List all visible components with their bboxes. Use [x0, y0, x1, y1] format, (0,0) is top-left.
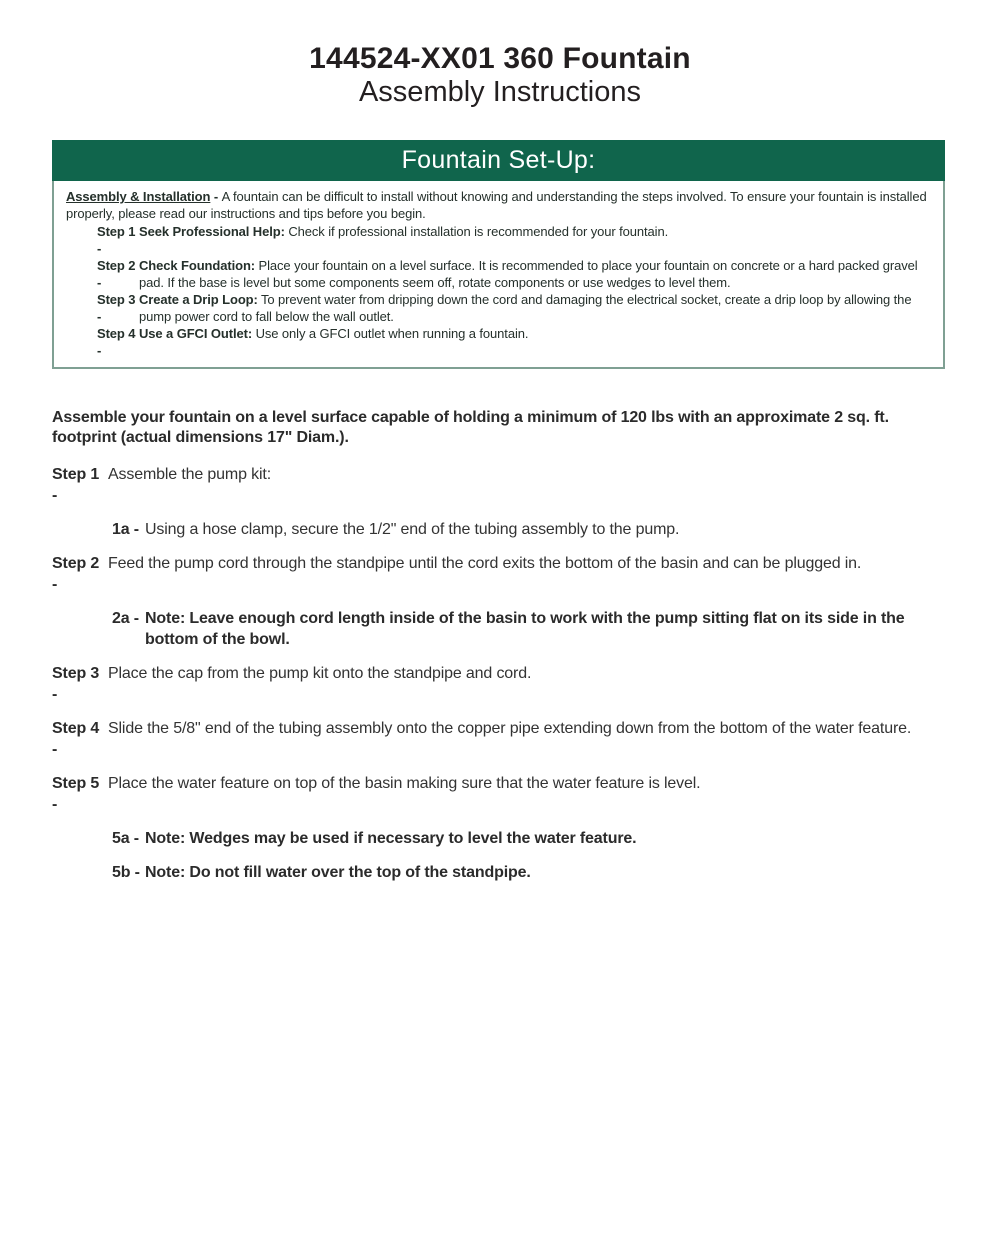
- setup-intro: [66, 188, 933, 222]
- page-subtitle: Assembly Instructions: [358, 76, 642, 108]
- assembly-step-2-label: Step 2 -: [52, 555, 100, 593]
- assembly-step-3: [52, 663, 950, 705]
- assembly-step-5: [52, 773, 950, 815]
- setup-step-3: [97, 291, 933, 325]
- setup-step-1-text: [139, 223, 933, 257]
- setup-box: [52, 181, 945, 369]
- assembly-step-1-text: Assemble the pump kit:: [108, 466, 271, 483]
- assembly-intro-line-2: footprint (actual dimensions 17" Diam.).: [52, 428, 349, 446]
- setup-intro-lead: Assembly & Installation: [66, 189, 211, 204]
- setup-step-1: [97, 223, 933, 257]
- setup-step-1-title: Seek Professional Help:: [139, 224, 285, 239]
- setup-intro-text: A fountain can be difficult to install without knowing and understanding the steps involved. To ensure your fountain is installed properly, please read our instructions and tips before you begin.: [66, 189, 927, 221]
- assembly-step-5b-label: 5b -: [112, 864, 140, 881]
- assembly-step-4-text: Slide the 5/8" end of the tubing assembly onto the copper pipe extending down from the bottom of the water feature.: [108, 720, 912, 737]
- setup-step-4-body: Use only a GFCI outlet when running a fountain.: [255, 326, 529, 341]
- assembly-body: [52, 408, 950, 883]
- setup-step-1-body: Check if professional installation is recommended for your fountain.: [288, 224, 669, 239]
- assembly-intro-line-1: Assemble your fountain on a level surface capable of holding a minimum of 120 lbs with an approximate 2 sq. ft.: [52, 409, 889, 426]
- assembly-step-5b: [112, 862, 950, 883]
- setup-steps: [66, 223, 933, 359]
- assembly-step-5-text: Place the water feature on top of the basin making sure that the water feature is level.: [108, 775, 701, 792]
- assembly-step-3-text: Place the cap from the pump kit onto the standpipe and cord.: [108, 665, 532, 682]
- setup-step-2: [97, 257, 933, 291]
- assembly-step-4: [52, 718, 950, 760]
- assembly-step-2a: [112, 608, 950, 650]
- setup-step-2-label: Step 2 -: [97, 258, 136, 290]
- setup-step-4-text: [139, 325, 933, 359]
- setup-step-4-title: Use a GFCI Outlet:: [139, 326, 253, 341]
- assembly-step-3-label: Step 3 -: [52, 665, 100, 703]
- assembly-step-1a-text: Using a hose clamp, secure the 1/2" end of the tubing assembly to the pump.: [145, 521, 680, 538]
- assembly-step-2-text: Feed the pump cord through the standpipe until the cord exits the bottom of the basin and can be plugged in.: [108, 555, 862, 572]
- assembly-step-5b-text: Note: Do not fill water over the top of the standpipe.: [145, 864, 531, 881]
- setup-step-4-label: Step 4 -: [97, 326, 136, 358]
- setup-step-3-text: [139, 291, 933, 325]
- assembly-step-2a-label: 2a -: [112, 610, 139, 627]
- page-title: 144524-XX01 360 Fountain: [309, 42, 691, 75]
- assembly-intro: [52, 408, 950, 447]
- setup-step-2-title: Check Foundation:: [139, 258, 256, 273]
- setup-step-4: [97, 325, 933, 359]
- setup-step-1-label: Step 1 -: [97, 224, 136, 256]
- setup-step-3-body: To prevent water from dripping down the cord and damaging the electrical socket, create a drip loop by allowing the pump power cord to fall below the wall outlet.: [139, 292, 912, 324]
- setup-intro-separator: -: [210, 189, 222, 204]
- setup-step-2-body: Place your fountain on a level surface. It is recommended to place your fountain on concrete or a hard packed gravel pad. If the base is level but some components seem off, rotate components or use wedges to level them.: [139, 258, 918, 290]
- assembly-step-5-label: Step 5 -: [52, 775, 100, 813]
- setup-step-2-text: [139, 257, 933, 291]
- assembly-step-4-label: Step 4 -: [52, 720, 100, 758]
- title-block: [0, 0, 1000, 109]
- setup-section: [52, 140, 945, 369]
- setup-step-3-title: Create a Drip Loop:: [139, 292, 258, 307]
- setup-header: Fountain Set-Up:: [52, 140, 945, 181]
- setup-step-3-label: Step 3 -: [97, 292, 136, 324]
- assembly-step-1a: [112, 519, 950, 540]
- assembly-step-1: [52, 464, 950, 506]
- assembly-step-1-label: Step 1 -: [52, 466, 100, 504]
- assembly-step-1a-label: 1a -: [112, 521, 139, 538]
- assembly-step-5a-text: Note: Wedges may be used if necessary to level the water feature.: [145, 830, 637, 847]
- assembly-step-2a-text: Note: Leave enough cord length inside of the basin to work with the pump sitting flat on its side in the bottom of the bowl.: [145, 610, 905, 648]
- assembly-step-5a-label: 5a -: [112, 830, 139, 847]
- assembly-step-2: [52, 553, 950, 595]
- assembly-step-5a: [112, 828, 950, 849]
